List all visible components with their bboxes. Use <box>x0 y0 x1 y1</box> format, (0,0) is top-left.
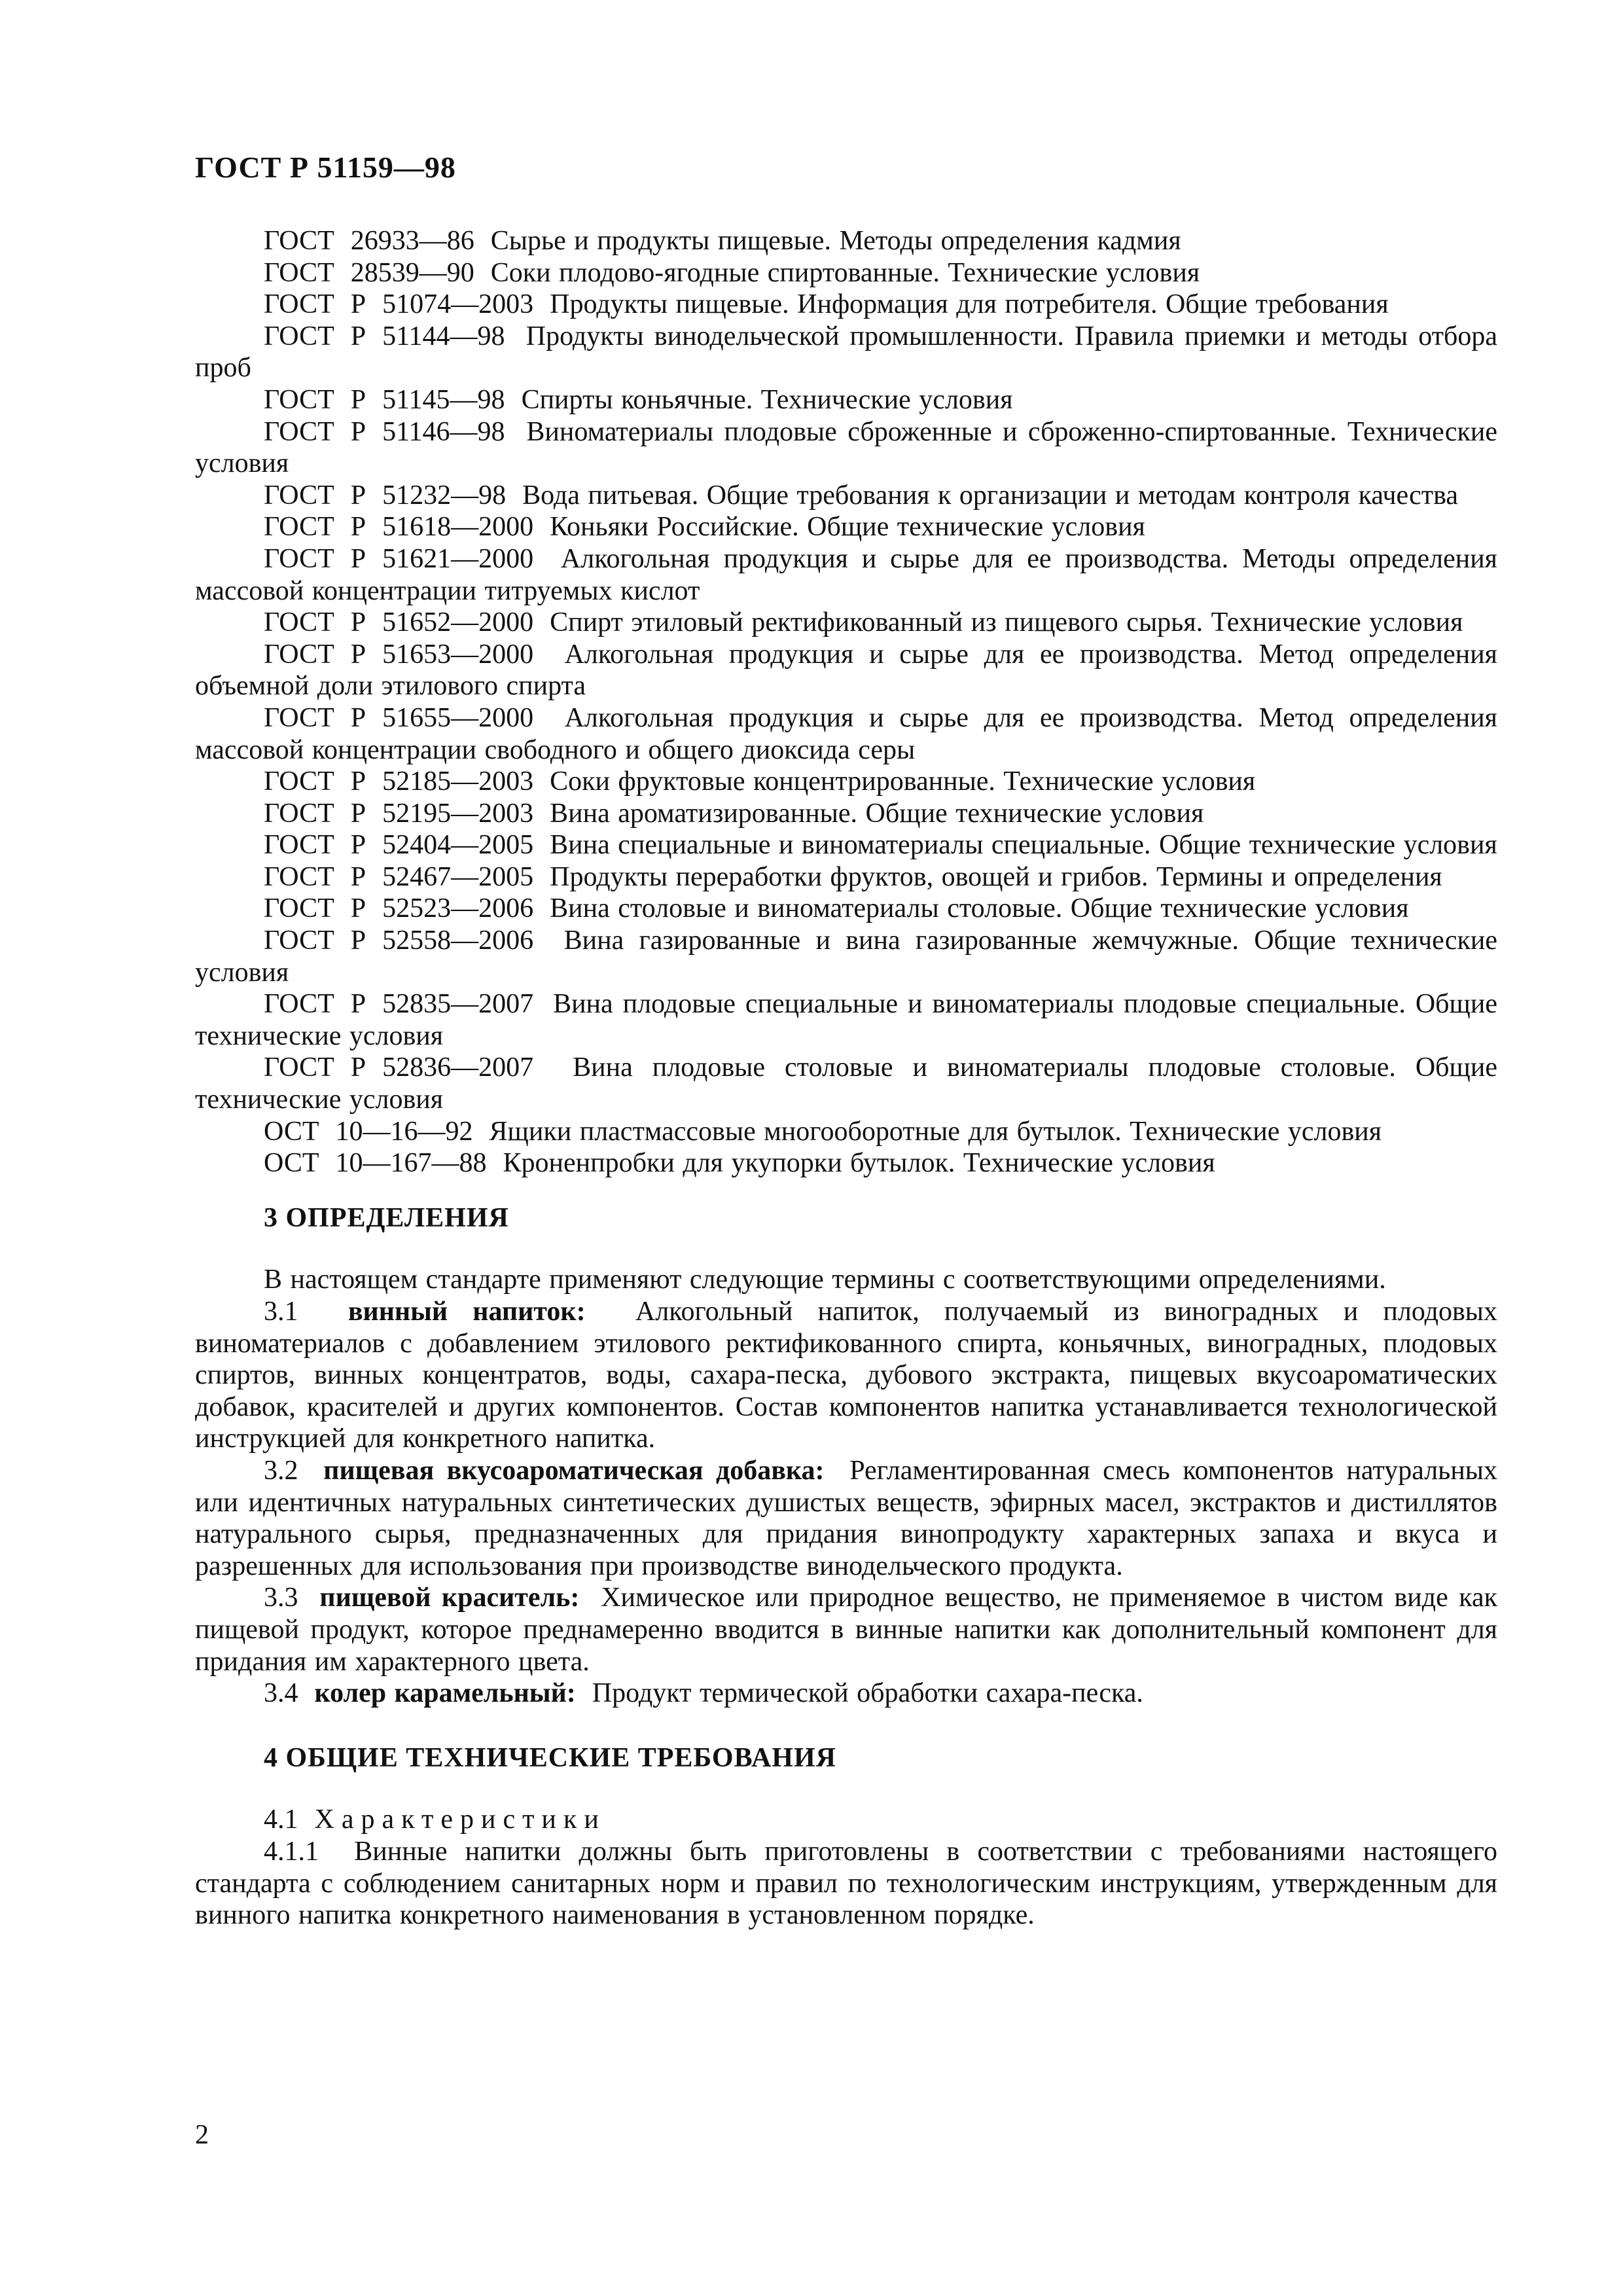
reference-item <box>195 1052 1497 1115</box>
definition-3-3 <box>195 1582 1497 1677</box>
subsection-4-1 <box>195 1804 1497 1836</box>
reference-item <box>195 1147 1497 1179</box>
reference-code: ГОСТ Р 52835—2007 <box>264 989 534 1020</box>
reference-item <box>195 925 1497 988</box>
reference-code: ГОСТ Р 51652—2000 <box>264 607 534 638</box>
reference-code: ОСТ 10—16—92 <box>264 1116 473 1147</box>
reference-item <box>195 861 1497 893</box>
definition-text: Алкогольный напиток, получаемый из виноградных и плодовых виноматериалов с добавлением этилового ректификованного спирта, коньячных, виноградных, плодовых спиртов, винных концентратов, воды, сахара-песка, дубового экстракта, пищевых вкусоароматических добавок, красителей и других компонентов. Состав компонентов напитка устанавливается технологической инструкцией для конкретного напитка. <box>195 1297 1498 1454</box>
page-number: 2 <box>195 2120 209 2150</box>
reference-code: ГОСТ Р 51146—98 <box>264 416 505 447</box>
reference-title: Вина плодовые специальные и виноматериалы плодовые специальные. Общие технические условия <box>195 989 1498 1051</box>
reference-title: Продукты пищевые. Информация для потребителя. Общие требования <box>550 289 1389 320</box>
reference-code: ГОСТ Р 51655—2000 <box>264 702 534 733</box>
reference-title: Соки плодово-ягодные спиртованные. Технические условия <box>490 257 1200 288</box>
subsection-title: Характеристики <box>314 1804 606 1835</box>
reference-item <box>195 289 1497 321</box>
reference-title: Ящики пластмассовые многооборотные для бутылок. Технические условия <box>489 1116 1382 1147</box>
reference-code: ГОСТ Р 52404—2005 <box>264 830 534 861</box>
definition-term: пищевая вкусоароматическая добавка: <box>323 1455 825 1486</box>
reference-code: ГОСТ Р 51144—98 <box>264 321 505 351</box>
reference-item <box>195 829 1497 861</box>
reference-code: ГОСТ Р 51621—2000 <box>264 543 534 574</box>
reference-title: Вина газированные и вина газированные жемчужные. Общие технические условия <box>195 925 1497 988</box>
reference-code: ГОСТ Р 52467—2005 <box>264 861 534 892</box>
definition-number: 3.2 <box>264 1455 298 1486</box>
item-4-1-1 <box>195 1836 1497 1931</box>
section-3-intro: В настоящем стандарте применяют следующие термины с соответствующими определениями. <box>264 1265 1386 1295</box>
definition-term: винный напиток: <box>348 1297 586 1327</box>
item-text: Винные напитки должны быть приготовлены в соответствии с требованиями настоящего стандарта с соблюдением санитарных норм и правил по технологическим инструкциям, утвержденным для винного напитка конкретного наименования в установленном порядке. <box>195 1836 1497 1931</box>
document-code-header: ГОСТ Р 51159—98 <box>195 151 456 184</box>
definition-3-2 <box>195 1455 1497 1582</box>
reference-code: ГОСТ Р 51074—2003 <box>264 289 534 320</box>
reference-item <box>195 798 1497 830</box>
definition-number: 3.1 <box>264 1297 298 1327</box>
reference-item <box>195 893 1497 925</box>
reference-title: Спирт этиловый ректификованный из пищевого сырья. Технические условия <box>550 607 1463 638</box>
reference-item <box>195 480 1497 512</box>
reference-item <box>195 511 1497 543</box>
reference-code: ГОСТ Р 52195—2003 <box>264 798 534 829</box>
normative-references-list <box>195 225 1497 1179</box>
reference-title: Соки фруктовые концентрированные. Технические условия <box>550 766 1256 797</box>
reference-item <box>195 766 1497 798</box>
reference-item <box>195 225 1497 257</box>
document-page <box>195 149 1497 1931</box>
reference-code: ГОСТ Р 51653—2000 <box>264 639 534 670</box>
reference-item <box>195 543 1497 607</box>
definition-term: колер карамельный: <box>314 1678 576 1709</box>
reference-item <box>195 1116 1497 1148</box>
reference-code: ГОСТ Р 52558—2006 <box>264 925 534 956</box>
reference-code: ГОСТ Р 51618—2000 <box>264 512 534 543</box>
reference-code: ГОСТ Р 52185—2003 <box>264 766 534 797</box>
reference-title: Алкогольная продукция и сырье для ее производства. Метод определения массовой концентрации свободного и общего диоксида серы <box>195 702 1497 765</box>
reference-item <box>195 257 1497 289</box>
reference-item <box>195 321 1497 384</box>
reference-title: Вина ароматизированные. Общие технические условия <box>550 798 1204 829</box>
definition-3-1 <box>195 1296 1497 1455</box>
reference-title: Сырье и продукты пищевые. Методы определения кадмия <box>490 226 1181 256</box>
reference-item <box>195 384 1497 416</box>
section-3-title: 3 ОПРЕДЕЛЕНИЯ <box>264 1202 509 1233</box>
definition-text: Продукт термической обработки сахара-песка. <box>592 1678 1143 1709</box>
reference-title: Вода питьевая. Общие требования к организации и методам контроля качества <box>522 480 1459 511</box>
reference-item <box>195 607 1497 639</box>
reference-title: Вина столовые и виноматериалы столовые. Общие технические условия <box>550 893 1409 924</box>
item-number: 4.1.1 <box>264 1836 319 1867</box>
definition-text: Регламентированная смесь компонентов натуральных или идентичных натуральных синтетических душистых веществ, эфирных масел, экстрактов и дистиллятов натурального сырья, предназначенных для придания винопродукту характерных запаха и вкуса и разрешенных для использования при производстве винодельческого продукта. <box>195 1455 1498 1581</box>
reference-item <box>195 988 1497 1052</box>
reference-title: Продукты переработки фруктов, овощей и грибов. Термины и определения <box>550 861 1442 892</box>
reference-item <box>195 702 1497 766</box>
definition-text: Химическое или природное вещество, не применяемое в чистом виде как пищевой продукт, которое преднамеренно вводится в винные напитки как дополнительный компонент для придания им характерного цвета. <box>195 1583 1498 1677</box>
reference-title: Продукты винодельческой промышленности. Правила приемки и методы отбора проб <box>195 321 1498 384</box>
reference-code: ГОСТ Р 51145—98 <box>264 384 505 415</box>
reference-title: Спирты коньячные. Технические условия <box>521 384 1013 415</box>
reference-title: Вина специальные и виноматериалы специальные. Общие технические условия <box>550 830 1497 861</box>
reference-code: ОСТ 10—167—88 <box>264 1148 487 1179</box>
reference-item <box>195 639 1497 702</box>
reference-code: ГОСТ Р 51232—98 <box>264 480 507 511</box>
section-4-title: 4 ОБЩИЕ ТЕХНИЧЕСКИЕ ТРЕБОВАНИЯ <box>264 1742 836 1773</box>
definition-number: 3.3 <box>264 1583 298 1613</box>
reference-title: Вина плодовые столовые и виноматериалы плодовые столовые. Общие технические условия <box>195 1052 1497 1115</box>
subsection-number: 4.1 <box>264 1804 298 1835</box>
reference-code: ГОСТ Р 52836—2007 <box>264 1052 534 1083</box>
reference-item <box>195 416 1497 480</box>
reference-code: ГОСТ 26933—86 <box>264 226 474 256</box>
reference-title: Кроненпробки для укупорки бутылок. Технические условия <box>503 1148 1215 1179</box>
reference-title: Коньяки Российские. Общие технические условия <box>550 512 1145 543</box>
definition-3-4 <box>195 1677 1497 1710</box>
reference-title: Алкогольная продукция и сырье для ее производства. Методы определения массовой концентрации титруемых кислот <box>195 543 1497 606</box>
reference-title: Виноматериалы плодовые сброженные и сброженно-спиртованные. Технические условия <box>195 416 1497 479</box>
reference-code: ГОСТ Р 52523—2006 <box>264 893 534 924</box>
definition-term: пищевой краситель: <box>319 1583 580 1613</box>
definition-number: 3.4 <box>264 1678 298 1709</box>
reference-title: Алкогольная продукция и сырье для ее производства. Метод определения объемной доли этилового спирта <box>195 639 1497 702</box>
reference-code: ГОСТ 28539—90 <box>264 257 474 288</box>
